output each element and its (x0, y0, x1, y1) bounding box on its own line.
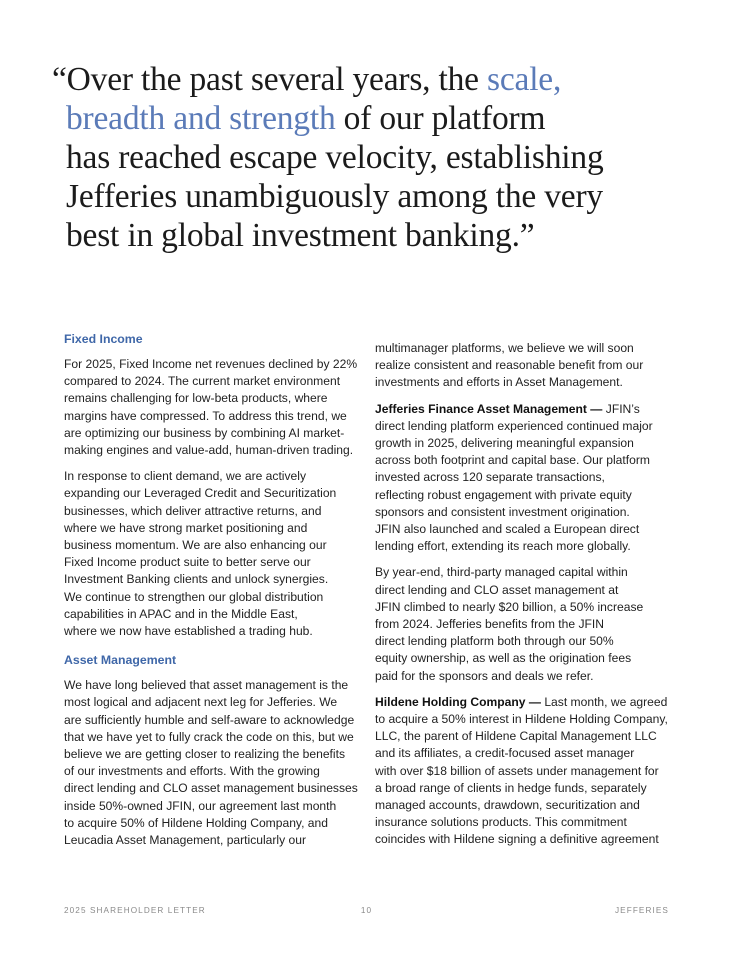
jfin-lead: Jefferies Finance Asset Management — (375, 401, 603, 416)
text-line: By year-end, third-party managed capital within (375, 565, 628, 580)
text-line: and its affiliates, a credit-focused asset manager (375, 746, 635, 761)
text-line: where we have strong market positioning and (64, 520, 308, 535)
text-line: remains challenging for low-beta products, where (64, 391, 328, 406)
text-line: making engines and value-add, human-driven trading. (64, 443, 354, 458)
text-line: compared to 2024. The current market environment (64, 374, 341, 389)
text-line: believe we are getting closer to realizing the benefits (64, 747, 346, 762)
text-line: reflecting robust engagement with private equity (375, 487, 632, 502)
text-line: direct lending and CLO asset management at (375, 582, 619, 597)
text-line: Investment Banking clients and unlock synergies. (64, 572, 329, 587)
text-line: businesses, which deliver attractive returns, and (64, 503, 322, 518)
text-line: direct lending platform both through our 50% (375, 634, 614, 649)
text-line: a broad range of clients in hedge funds, separately (375, 780, 647, 795)
text-line: equity ownership, as well as the origination fees (375, 651, 632, 666)
text-line: to acquire 50% of Hildene Holding Company, and (64, 815, 328, 830)
fixed-income-heading: Fixed Income (64, 332, 143, 346)
footer-company-name: JEFFERIES (614, 906, 669, 915)
text-line: JFIN climbed to nearly $20 billion, a 50% increase (375, 599, 644, 614)
text-line: insurance solutions products. This commitment (375, 815, 627, 830)
text-line: to acquire a 50% interest in Hildene Holding Company, (375, 712, 668, 727)
text-line: margins have compressed. To address this trend, we (64, 408, 347, 423)
text-line: with over $18 billion of assets under management for (375, 763, 659, 778)
text-line: In response to client demand, we are actively (64, 469, 307, 484)
year-end-paragraph (375, 564, 667, 684)
text-line: invested across 120 separate transactions, (375, 470, 605, 485)
fixed-income-paragraph-1 (64, 356, 356, 459)
asset-management-paragraph-1 (64, 677, 356, 849)
text-line: from 2024. Jefferies benefits from the JFIN (375, 617, 604, 632)
footer-document-title: 2025 SHAREHOLDER LETTER (64, 906, 206, 915)
quote-line-2: breadth and strength of our platform (66, 100, 546, 137)
text-line: We have long believed that asset management is the (64, 678, 349, 693)
quote-line-4: Jefferies unambiguously among the very (66, 178, 603, 215)
asset-management-continuation (375, 340, 667, 392)
quote-line-1: “Over the past several years, the scale, (52, 61, 562, 98)
fixed-income-paragraph-2 (64, 468, 356, 640)
text-line: business momentum. We are also enhancing our (64, 538, 327, 553)
quote-highlight: scale, (487, 61, 562, 98)
text-line: paid for the sponsors and deals we refer. (375, 668, 594, 683)
text-line: of our investments and efforts. With the growing (64, 764, 320, 779)
jfin-paragraph (375, 401, 667, 556)
pull-quote (52, 60, 692, 255)
text-line: Leucadia Asset Management, particularly our (64, 833, 307, 848)
text-line: investments and efforts in Asset Management. (375, 375, 623, 390)
text-line: most logical and adjacent next leg for Jefferies. We (64, 695, 338, 710)
text-line: direct lending and CLO asset management businesses (64, 781, 358, 796)
text-line: managed accounts, drawdown, securitization and (375, 798, 640, 813)
text-line: Jefferies Finance Asset Management — JFIN’s (375, 401, 640, 416)
text-line: are sufficiently humble and self-aware to acknowledge (64, 712, 355, 727)
right-column (375, 340, 667, 858)
text-line: For 2025, Fixed Income net revenues declined by 22% (64, 357, 358, 371)
quote-line-5: best in global investment banking.” (66, 217, 535, 254)
text-line: realize consistent and reasonable benefit from our (375, 358, 644, 373)
text-line: LLC, the parent of Hildene Capital Management LLC (375, 729, 657, 744)
hildene-lead: Hildene Holding Company — (375, 694, 541, 709)
text-line: Fixed Income product suite to better serve our (64, 555, 311, 570)
text-line: sponsors and consistent investment origination. (375, 504, 630, 519)
text-line: We continue to strengthen our global distribution (64, 589, 324, 604)
text-line: across both footprint and capital base. Our platform (375, 453, 650, 468)
text-line: capabilities in APAC and in the Middle East, (64, 606, 298, 621)
text-line: growth in 2025, delivering meaningful expansion (375, 436, 634, 451)
text-line: coincides with Hildene signing a definitive agreement (375, 832, 659, 847)
page-number: 10 (360, 906, 373, 915)
text-line: that we have yet to fully crack the code on this, but we (64, 729, 354, 744)
text-line: Hildene Holding Company — Last month, we agreed (375, 694, 668, 709)
text-line: direct lending platform experienced continued major (375, 418, 653, 433)
text-line: where we now have established a trading hub. (64, 624, 313, 639)
quote-highlight: breadth and strength (66, 100, 336, 137)
left-column (64, 331, 356, 858)
text-line: JFIN also launched and scaled a European direct (375, 522, 640, 537)
text-line: lending effort, extending its reach more globally. (375, 539, 631, 554)
text-line: expanding our Leveraged Credit and Securitization (64, 486, 337, 501)
quote-line-3: has reached escape velocity, establishing (66, 139, 604, 176)
text-line: multimanager platforms, we believe we will soon (375, 341, 634, 355)
hildene-paragraph (375, 694, 667, 849)
text-line: are optimizing our business by combining AI market- (64, 425, 345, 440)
asset-management-heading: Asset Management (64, 653, 177, 668)
text-line: inside 50%-owned JFIN, our agreement last month (64, 798, 337, 813)
